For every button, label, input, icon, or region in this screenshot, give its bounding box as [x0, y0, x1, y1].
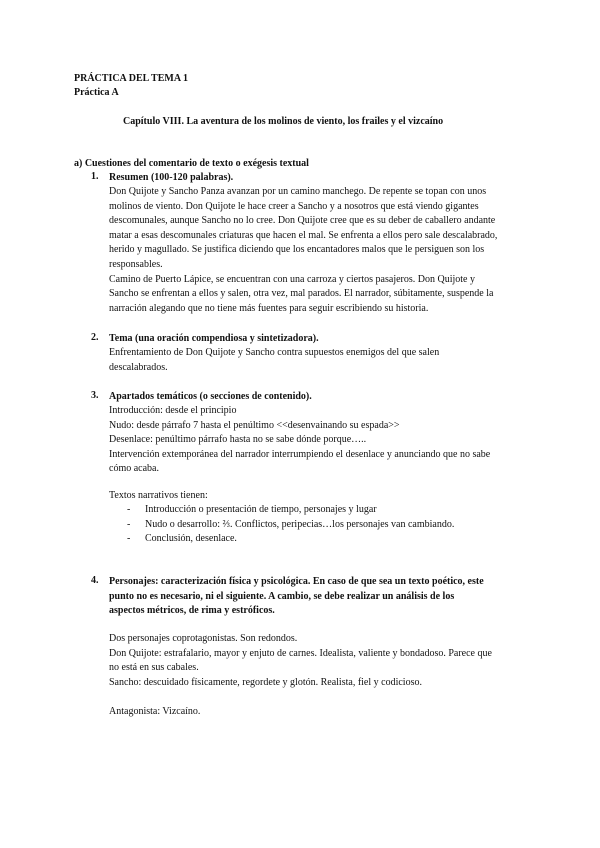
q2-line: descalabrados.	[109, 361, 168, 373]
bullet-marker: -	[127, 533, 131, 544]
q3-line: cómo acaba.	[109, 463, 159, 475]
q1-line: descomunales, aunque Sancho no lo cree. Don Quijote cree que es su deber de caballero andante	[109, 215, 496, 227]
q4-body	[109, 632, 529, 690]
q2-body	[109, 346, 529, 375]
q2-heading: Tema (una oración compendiosa y sintetizadora).	[109, 333, 319, 344]
chapter-title: Capítulo VIII. La aventura de los molinos de viento, los frailes y el vizcaíno	[123, 116, 444, 127]
q1-line: molinos de viento. Don Quijote le hace creer a Sancho y a nosotros que está viendo gigantes	[109, 200, 479, 212]
q3-line: Intervención extemporánea del narrador interrumpiendo el desenlace y anunciando que no sabe	[109, 448, 491, 460]
q4-heading-line: punto no es necesario, ni el siguiente. A cambio, se debe realizar un análisis de los	[109, 590, 455, 602]
q4-number: 4.	[91, 575, 99, 586]
q2-line: Enfrentamiento de Don Quijote y Sancho contra supuestos enemigos del que salen	[109, 347, 440, 358]
q1-line: herido y magullado. Se justifica diciendo que los encantadores malos que le persiguen son los	[109, 244, 485, 256]
q1-line: Don Quijote y Sancho Panza avanzan por un camino manchego. De repente se topan con unos	[109, 186, 487, 197]
bullet-item: Nudo o desarrollo: ⅔. Conflictos, peripecias…los personajes van cambiando.	[145, 519, 455, 530]
q4-heading-line: aspectos métricos, de rima y estróficos.	[109, 605, 275, 617]
q1-line: responsables.	[109, 258, 163, 270]
bullet-marker: -	[127, 519, 131, 530]
section-a-heading: a) Cuestiones del comentario de texto o exégesis textual	[74, 158, 309, 169]
document-title: PRÁCTICA DEL TEMA 1	[74, 73, 189, 84]
document-subtitle: Práctica A	[74, 87, 119, 98]
q4-line: no está en sus cabales.	[109, 662, 199, 674]
q3-number: 3.	[91, 390, 99, 401]
q1-number: 1.	[91, 171, 99, 182]
q4-line: Don Quijote: estrafalario, mayor y enjuto de carnes. Idealista, valiente y bondadoso. Parece que	[109, 647, 492, 659]
q3-line: Nudo: desde párrafo 7 hasta el penúltimo <<desenvainando su espada>>	[109, 419, 400, 431]
q1-line: narración alegando que no tiene más fuentes para seguir escribiendo su historia.	[109, 302, 429, 314]
q3-heading: Apartados temáticos (o secciones de contenido).	[109, 391, 312, 402]
q3-line: Introducción: desde el principio	[109, 405, 237, 416]
q3-body	[109, 404, 529, 477]
q4-line: Dos personajes coprotagonistas. Son redondos.	[109, 633, 298, 644]
bullet-marker: -	[127, 504, 131, 515]
q4-heading-line: Personajes: caracterización física y psicológica. En caso de que sea un texto poético, este	[109, 576, 484, 587]
q1-body	[109, 185, 529, 316]
q3-list-intro: Textos narrativos tienen:	[109, 490, 208, 501]
q4-line: Sancho: descuidado físicamente, regordete y glotón. Realista, fiel y codicioso.	[109, 676, 422, 688]
q1-line: Camino de Puerto Lápice, se encuentran con una carroza y ciertos pasajeros. Don Quijote y	[109, 273, 475, 285]
q1-line: Sancho se enfrentan a ellos y salen, otra vez, mal parados. El narrador, súbitamente, suspende la	[109, 288, 494, 300]
q2-number: 2.	[91, 332, 99, 343]
q3-line: Desenlace: penúltimo párrafo hasta no se sabe dónde porque…..	[109, 434, 367, 446]
bullet-item: Conclusión, desenlace.	[145, 533, 237, 544]
q1-line: matar a esas descomunales criaturas que hacen el mal. Se enfrenta a ellos pero sale descalabrado,	[109, 229, 498, 241]
q4-heading	[109, 575, 529, 619]
q4-antagonist: Antagonista: Vizcaíno.	[109, 706, 201, 717]
bullet-item: Introducción o presentación de tiempo, personajes y lugar	[145, 504, 377, 515]
q1-heading: Resumen (100-120 palabras).	[109, 172, 234, 183]
